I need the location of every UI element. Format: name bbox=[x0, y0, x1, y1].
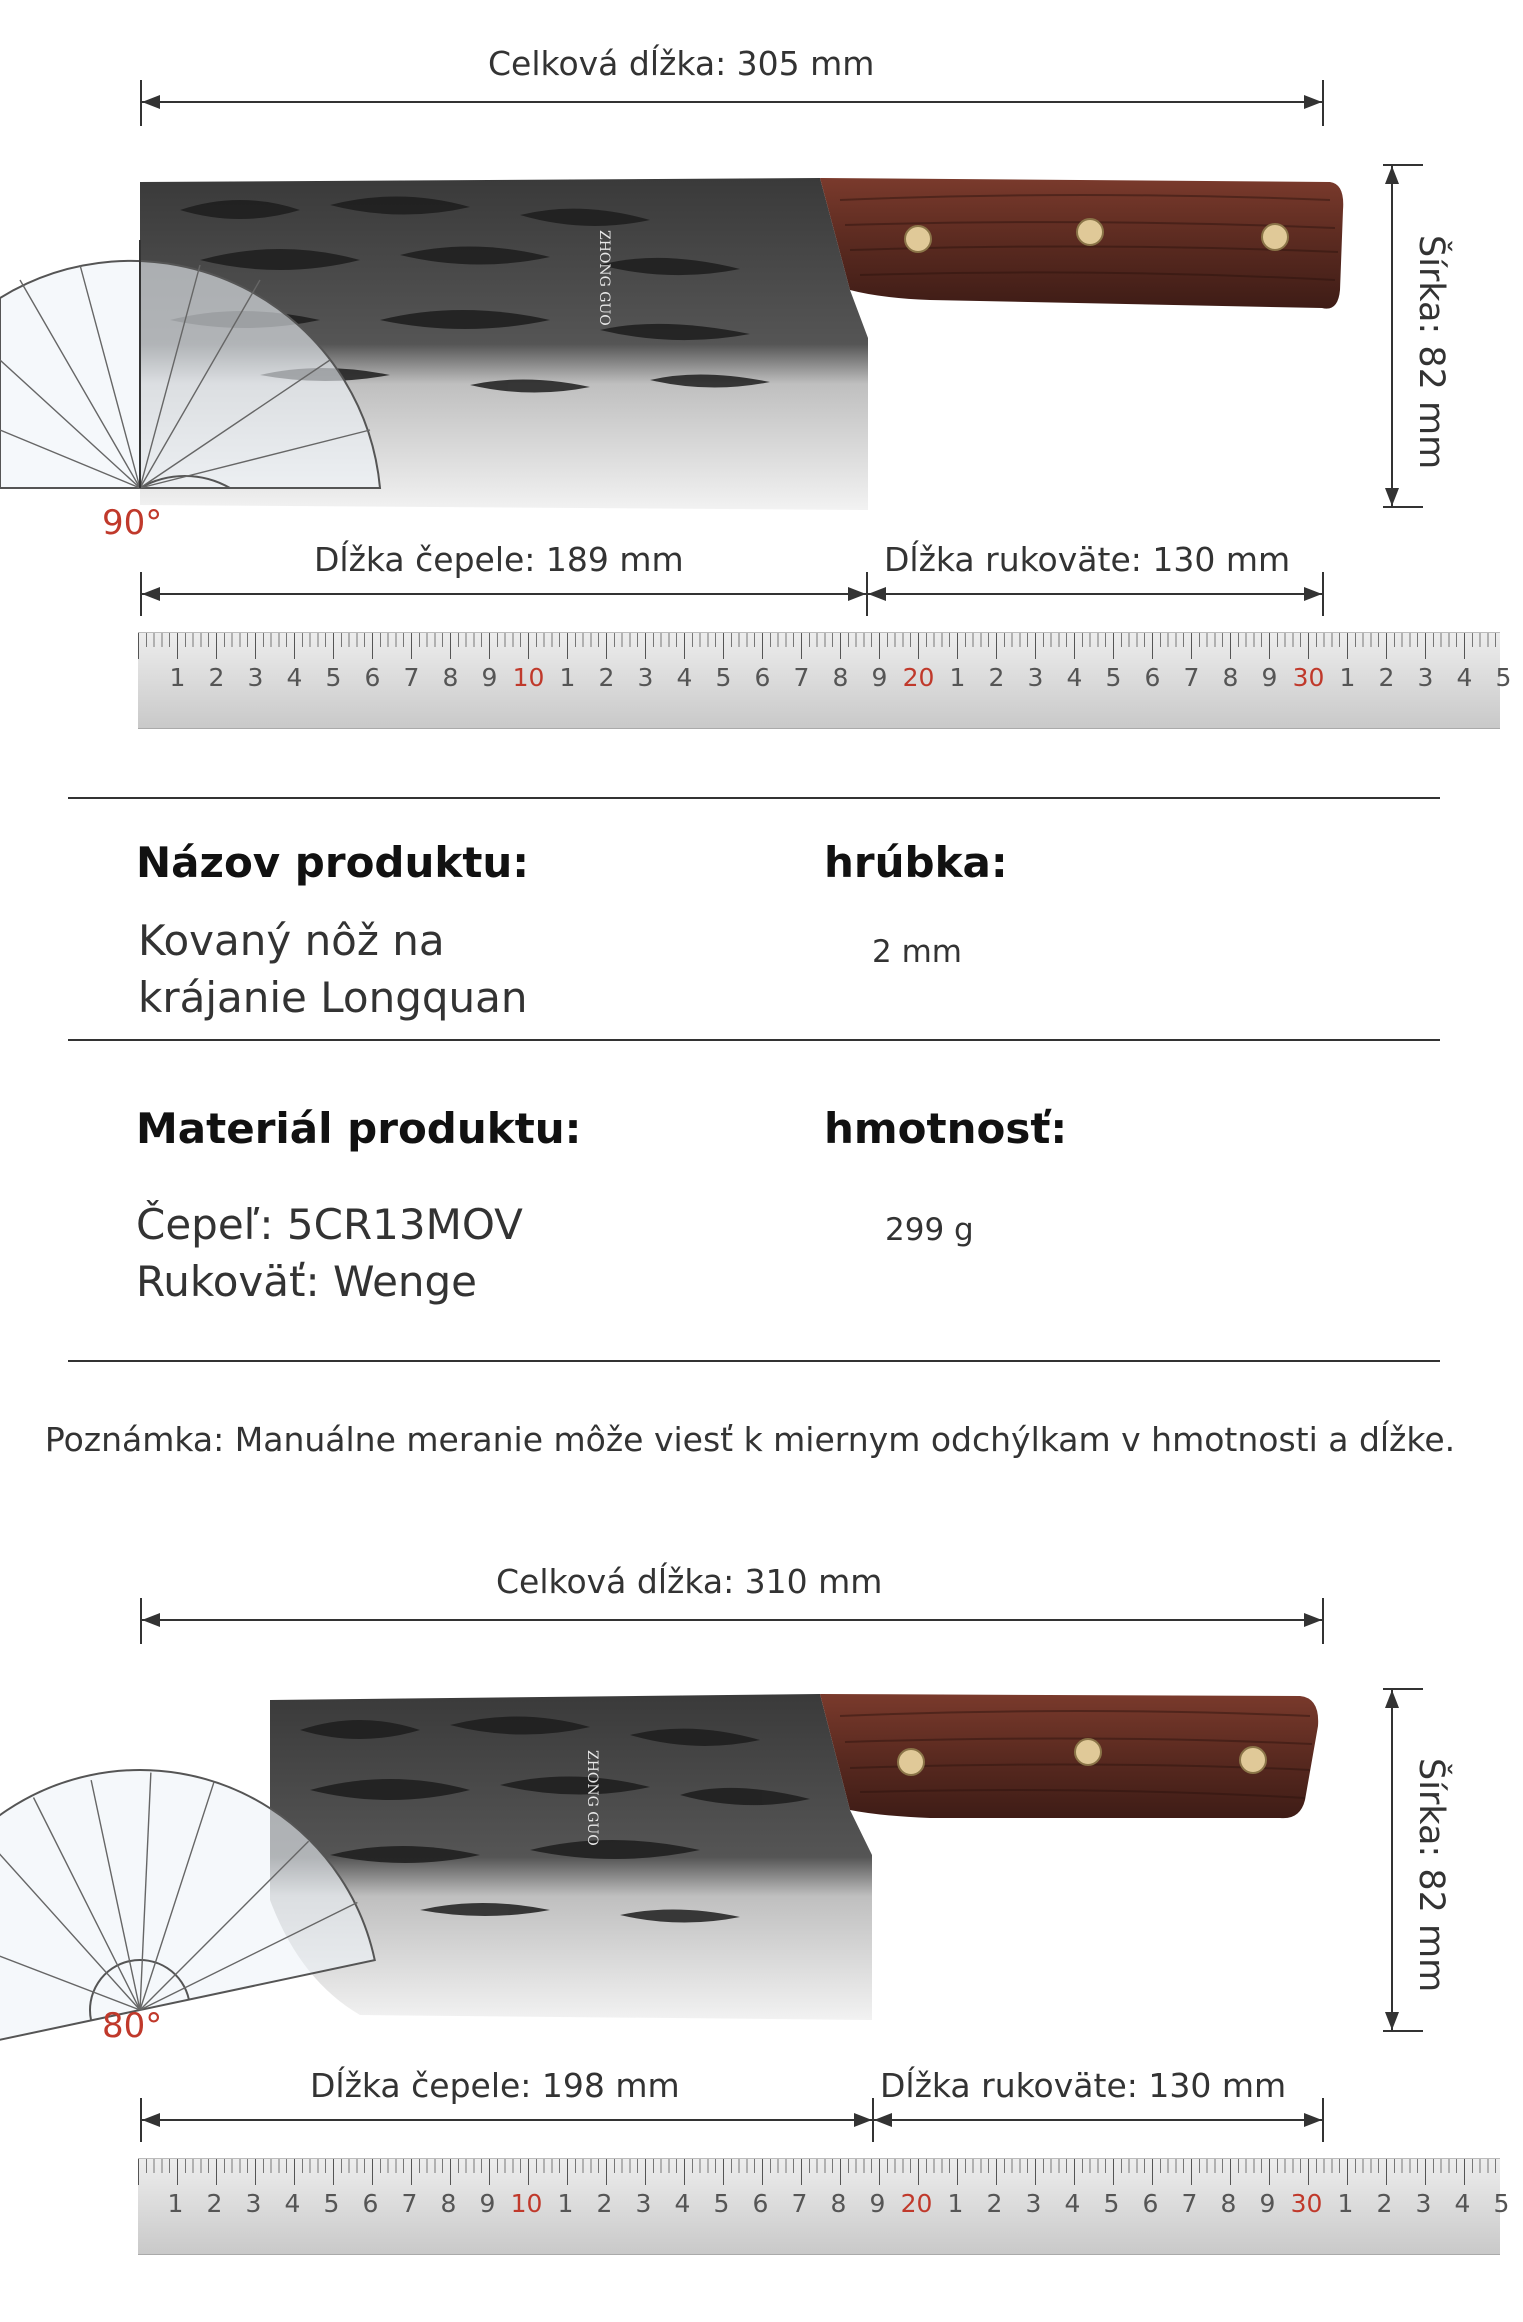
ruler-number: 9 bbox=[481, 663, 498, 692]
knife1-total-length-label: Celková dĺžka: 305 mm bbox=[488, 44, 875, 83]
ruler-number: 3 bbox=[1027, 663, 1044, 692]
ruler-number: 5 bbox=[1103, 2189, 1120, 2218]
knife2-total-length-label: Celková dĺžka: 310 mm bbox=[496, 1562, 883, 1601]
ruler-number: 4 bbox=[676, 663, 693, 692]
ruler-number: 7 bbox=[401, 2189, 418, 2218]
ruler-number: 2 bbox=[986, 2189, 1003, 2218]
measurement-note: Poznámka: Manuálne meranie môže viesť k miernym odchýlkam v hmotnosti a dĺžke. bbox=[44, 1420, 1456, 1459]
knife1-width-label: Šírka: 82 mm bbox=[1411, 235, 1451, 470]
divider bbox=[68, 797, 1440, 799]
weight-title: hmotnosť: bbox=[824, 1104, 1068, 1153]
ruler-number: 2 bbox=[988, 663, 1005, 692]
ruler-number: 7 bbox=[1183, 663, 1200, 692]
ruler-number: 4 bbox=[1454, 2189, 1471, 2218]
ruler-number: 4 bbox=[286, 663, 303, 692]
ruler-number: 2 bbox=[1378, 663, 1395, 692]
divider bbox=[68, 1039, 1440, 1041]
ruler-number: 8 bbox=[442, 663, 459, 692]
dimension-tick bbox=[1322, 80, 1324, 126]
knife2-handle-length-line bbox=[874, 2119, 1322, 2121]
ruler-number: 20 bbox=[902, 663, 935, 692]
ruler-number: 10 bbox=[510, 2189, 543, 2218]
arrow-right-icon bbox=[1304, 2113, 1322, 2127]
arrow-left-icon bbox=[142, 2113, 160, 2127]
ruler-number: 1 bbox=[169, 663, 186, 692]
product-name-line2: krájanie Longquan bbox=[138, 973, 528, 1022]
ruler-number: 1 bbox=[557, 2189, 574, 2218]
arrow-right-icon bbox=[1304, 587, 1322, 601]
dimension-tick bbox=[1322, 1598, 1324, 1644]
ruler-number: 30 bbox=[1292, 663, 1325, 692]
ruler-number: 20 bbox=[900, 2189, 933, 2218]
dimension-tick bbox=[1383, 2030, 1423, 2032]
ruler-number: 3 bbox=[1025, 2189, 1042, 2218]
knife1-handle-length-line bbox=[868, 593, 1322, 595]
knife2-blade-length-line bbox=[142, 2119, 872, 2121]
dimension-tick bbox=[1322, 572, 1324, 616]
ruler-number: 4 bbox=[1456, 663, 1473, 692]
knife1-width-line bbox=[1391, 166, 1393, 506]
product-name-line1: Kovaný nôž na bbox=[138, 916, 445, 965]
arrow-up-icon bbox=[1385, 1690, 1399, 1708]
ruler-number: 5 bbox=[715, 663, 732, 692]
ruler-number: 5 bbox=[323, 2189, 340, 2218]
ruler-number: 30 bbox=[1290, 2189, 1323, 2218]
ruler-numbers bbox=[156, 2189, 1521, 2218]
knife1-blade-length-label: Dĺžka čepele: 189 mm bbox=[314, 540, 684, 579]
knife2-width-line bbox=[1391, 1690, 1393, 2030]
arrow-down-icon bbox=[1385, 2012, 1399, 2030]
knife2-total-length-line bbox=[142, 1619, 1322, 1621]
ruler-number: 4 bbox=[284, 2189, 301, 2218]
ruler-number: 8 bbox=[832, 663, 849, 692]
arrow-right-icon bbox=[1304, 95, 1322, 109]
ruler-number: 9 bbox=[1261, 663, 1278, 692]
knife1-blade-length-line bbox=[142, 593, 866, 595]
product-name-title: Názov produktu: bbox=[136, 838, 530, 887]
knife1-handle-length-label: Dĺžka rukoväte: 130 mm bbox=[884, 540, 1291, 579]
ruler-number: 2 bbox=[206, 2189, 223, 2218]
arrow-down-icon bbox=[1385, 488, 1399, 506]
ruler-number: 1 bbox=[167, 2189, 184, 2218]
ruler-number: 6 bbox=[1142, 2189, 1159, 2218]
knife2-width-label: Šírka: 82 mm bbox=[1411, 1758, 1451, 1993]
ruler-number: 5 bbox=[325, 663, 342, 692]
arrow-left-icon bbox=[868, 587, 886, 601]
ruler-number: 2 bbox=[1376, 2189, 1393, 2218]
knife2-angle-label: 80° bbox=[102, 2006, 163, 2046]
arrow-left-icon bbox=[874, 2113, 892, 2127]
ruler-number: 1 bbox=[1339, 663, 1356, 692]
ruler-number: 7 bbox=[1181, 2189, 1198, 2218]
knife2-image bbox=[0, 1680, 1340, 2040]
arrow-left-icon bbox=[142, 1613, 160, 1627]
ruler-ticks bbox=[138, 633, 1500, 659]
ruler-number: 7 bbox=[403, 663, 420, 692]
material-title: Materiál produktu: bbox=[136, 1104, 582, 1153]
ruler-number: 7 bbox=[793, 663, 810, 692]
knife2-handle-length-label: Dĺžka rukoväte: 130 mm bbox=[880, 2066, 1287, 2105]
dimension-tick bbox=[1383, 506, 1423, 508]
ruler-number: 4 bbox=[1066, 663, 1083, 692]
arrow-right-icon bbox=[848, 587, 866, 601]
arrow-right-icon bbox=[854, 2113, 872, 2127]
ruler-number: 5 bbox=[713, 2189, 730, 2218]
arrow-right-icon bbox=[1304, 1613, 1322, 1627]
ruler-2 bbox=[138, 2158, 1510, 2255]
ruler-number: 6 bbox=[752, 2189, 769, 2218]
thickness-title: hrúbka: bbox=[824, 838, 1008, 887]
ruler-number: 3 bbox=[1417, 663, 1434, 692]
ruler-number: 8 bbox=[830, 2189, 847, 2218]
ruler-number: 1 bbox=[949, 663, 966, 692]
ruler-number: 8 bbox=[1222, 663, 1239, 692]
material-handle: Rukoväť: Wenge bbox=[136, 1257, 478, 1306]
arrow-left-icon bbox=[142, 95, 160, 109]
thickness-value: 2 mm bbox=[872, 934, 962, 970]
ruler-numbers bbox=[158, 663, 1523, 692]
dimension-tick bbox=[1322, 2098, 1324, 2142]
ruler-ticks bbox=[138, 2159, 1500, 2185]
ruler-number: 5 bbox=[1105, 663, 1122, 692]
ruler-number: 8 bbox=[1220, 2189, 1237, 2218]
knife1-angle-label: 90° bbox=[102, 503, 163, 543]
ruler-number: 3 bbox=[635, 2189, 652, 2218]
knife1-brand-text: ZHONG GUO bbox=[596, 230, 612, 326]
ruler-number: 2 bbox=[596, 2189, 613, 2218]
ruler-number: 6 bbox=[362, 2189, 379, 2218]
ruler-number: 1 bbox=[559, 663, 576, 692]
ruler-number: 3 bbox=[247, 663, 264, 692]
weight-value: 299 g bbox=[885, 1212, 974, 1248]
arrow-left-icon bbox=[142, 587, 160, 601]
knife2-brand-text: ZHONG GUO bbox=[584, 1750, 600, 1846]
knife1-image bbox=[0, 170, 1340, 530]
arrow-up-icon bbox=[1385, 166, 1399, 184]
ruler-1 bbox=[138, 632, 1512, 729]
ruler-number: 6 bbox=[364, 663, 381, 692]
ruler-number: 3 bbox=[637, 663, 654, 692]
knife2-blade-length-label: Dĺžka čepele: 198 mm bbox=[310, 2066, 680, 2105]
ruler-number: 1 bbox=[947, 2189, 964, 2218]
ruler-number: 6 bbox=[1144, 663, 1161, 692]
ruler-number: 4 bbox=[1064, 2189, 1081, 2218]
knife1-total-length-line bbox=[142, 101, 1322, 103]
ruler-number: 8 bbox=[440, 2189, 457, 2218]
ruler-number: 7 bbox=[791, 2189, 808, 2218]
ruler-number: 9 bbox=[479, 2189, 496, 2218]
ruler-number: 3 bbox=[1415, 2189, 1432, 2218]
ruler-number: 1 bbox=[1337, 2189, 1354, 2218]
ruler-number: 10 bbox=[512, 663, 545, 692]
ruler-number: 9 bbox=[1259, 2189, 1276, 2218]
ruler-number: 5 bbox=[1493, 2189, 1510, 2218]
divider bbox=[68, 1360, 1440, 1362]
ruler-number: 3 bbox=[245, 2189, 262, 2218]
ruler-number: 2 bbox=[598, 663, 615, 692]
ruler-number: 2 bbox=[208, 663, 225, 692]
ruler-number: 9 bbox=[869, 2189, 886, 2218]
material-blade: Čepeľ: 5CR13MOV bbox=[136, 1200, 523, 1249]
ruler-number: 5 bbox=[1495, 663, 1512, 692]
ruler-number: 9 bbox=[871, 663, 888, 692]
ruler-number: 6 bbox=[754, 663, 771, 692]
ruler-number: 4 bbox=[674, 2189, 691, 2218]
